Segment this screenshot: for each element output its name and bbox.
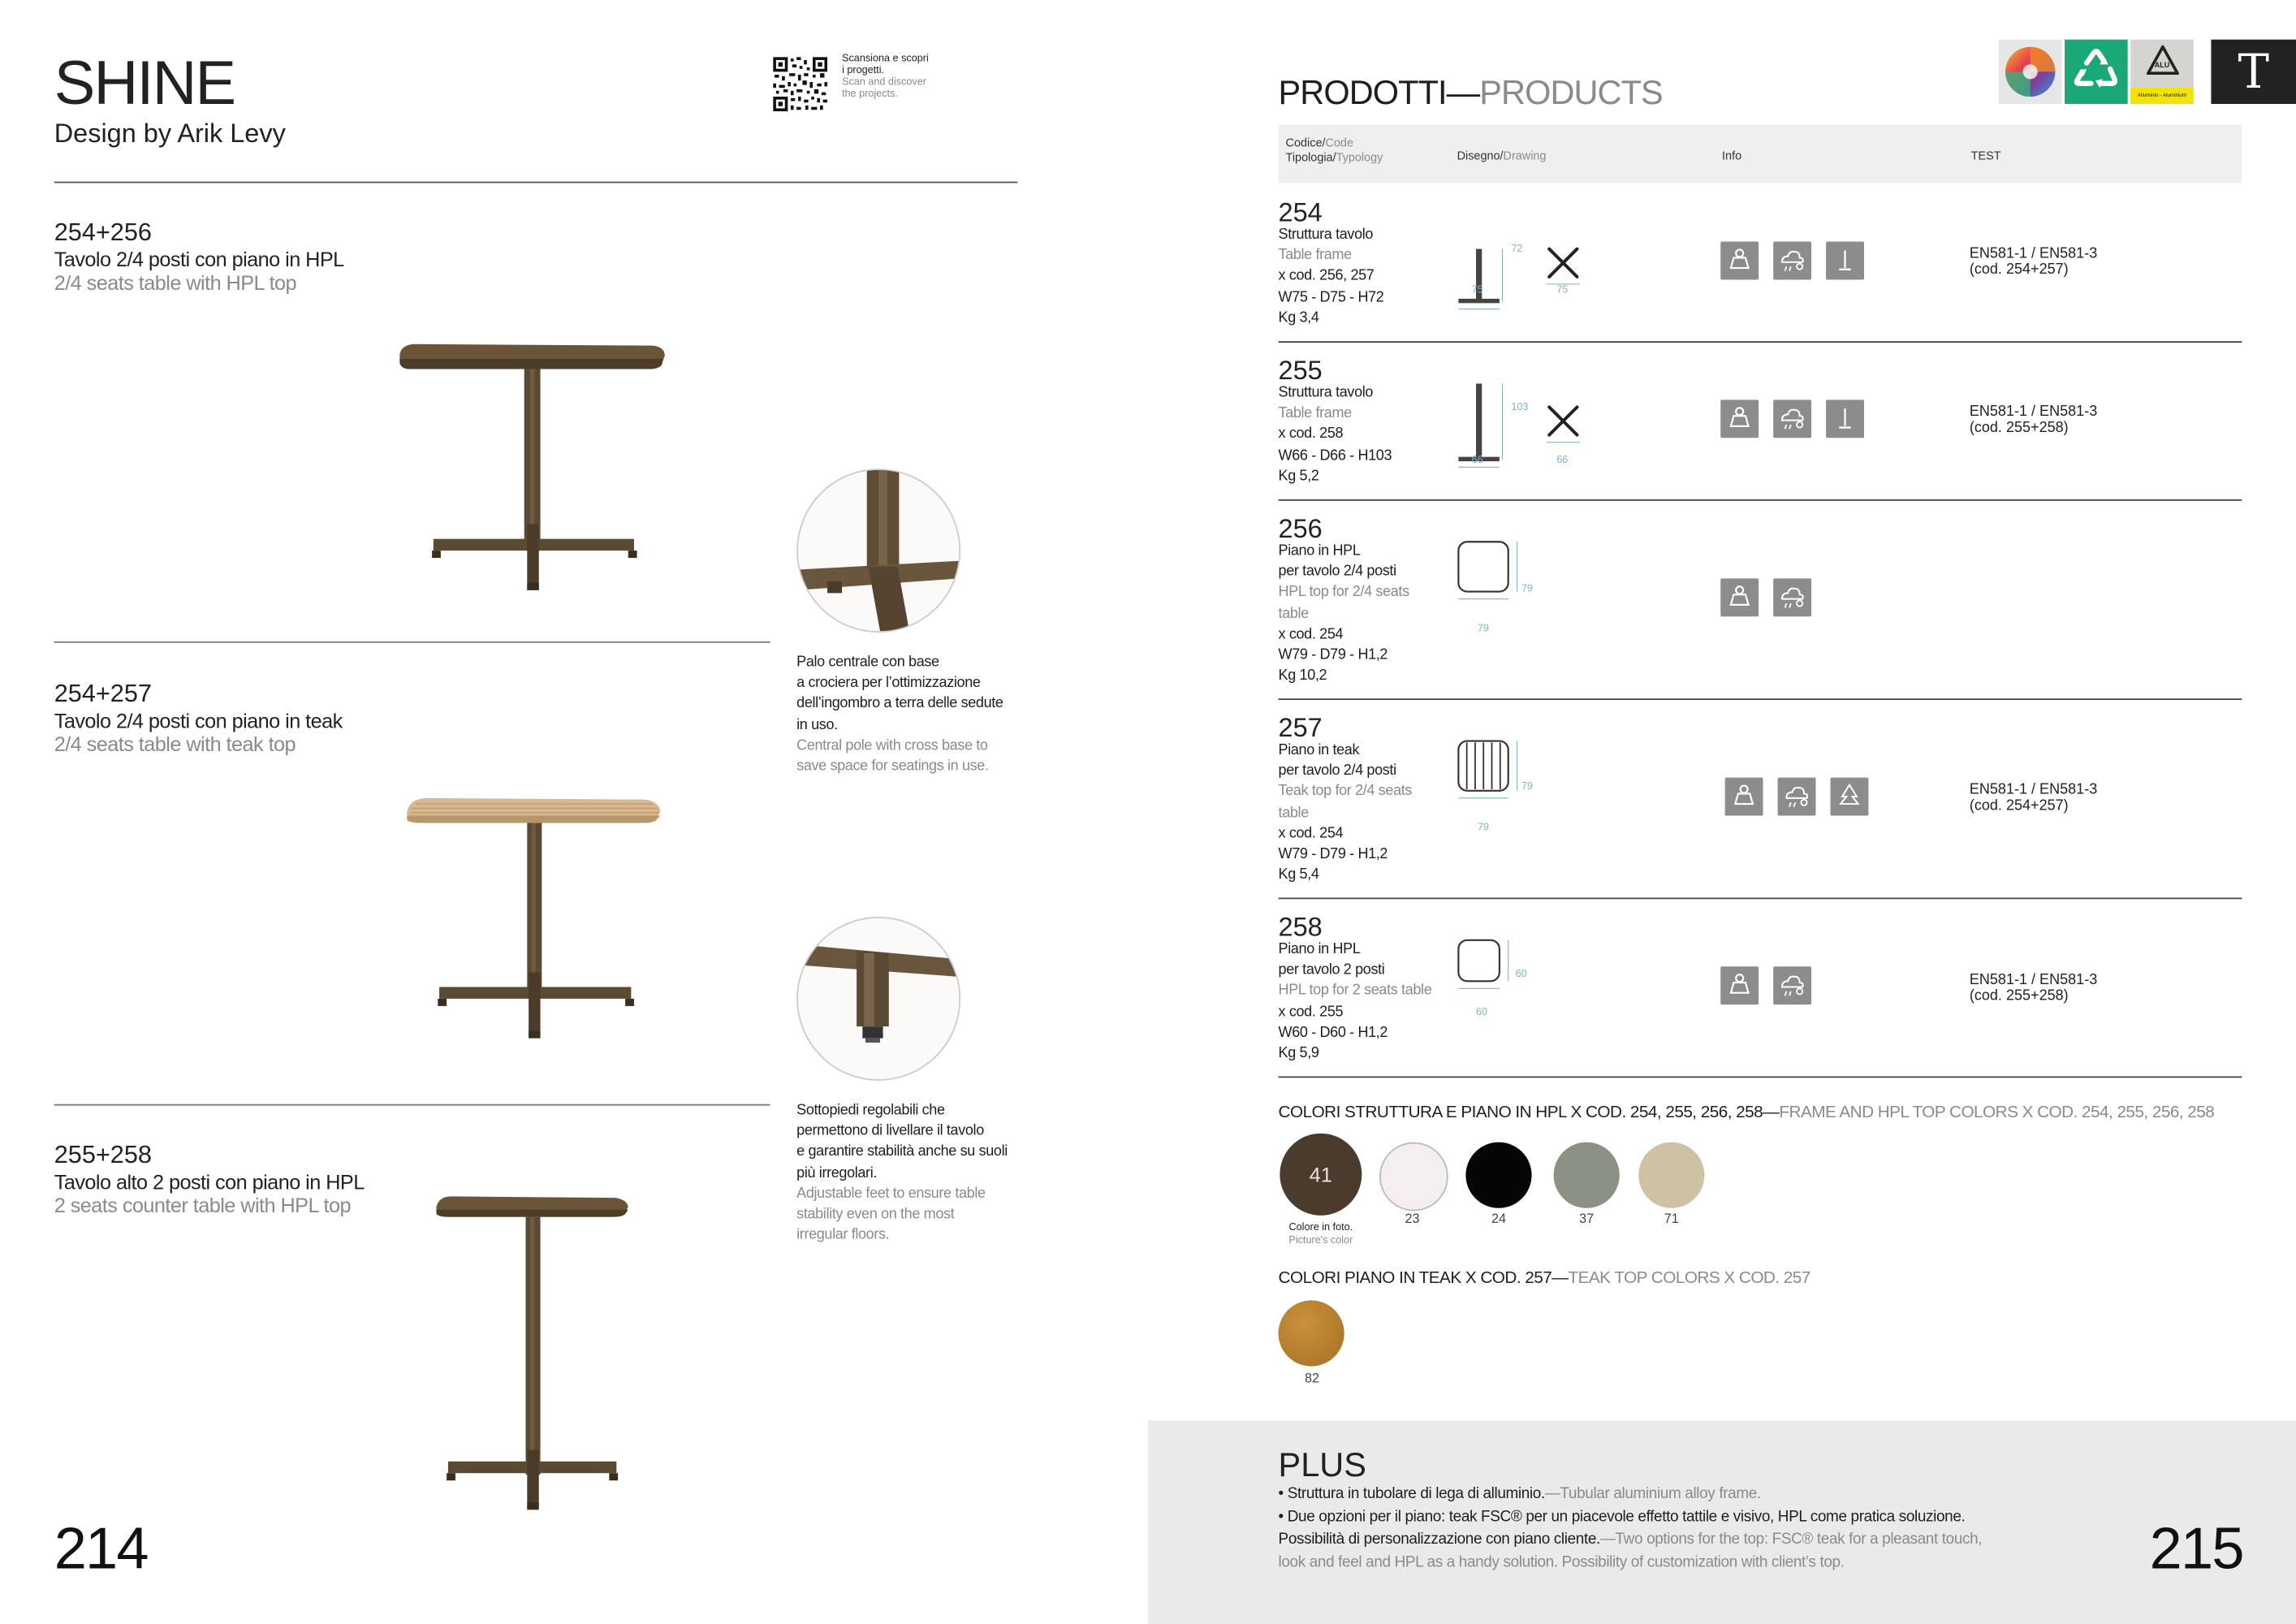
load-icon — [1729, 782, 1759, 811]
title-separator: — — [1552, 1269, 1569, 1288]
divider — [54, 641, 770, 643]
row-separator — [1279, 1076, 2242, 1078]
test-line: (cod. 254+257) — [1969, 797, 2069, 814]
test-line: EN581-1 / EN581-3 — [1969, 782, 2098, 798]
dimension-label: 79 — [1521, 782, 1534, 793]
header-drawing-en: Drawing — [1503, 149, 1547, 163]
photo-color-note — [1277, 1223, 1365, 1248]
dimension-label: 75 — [1556, 285, 1569, 296]
dimension-label: 60 — [1476, 1007, 1488, 1018]
note-line: permettono di livellare il tavolo — [796, 1123, 984, 1140]
recycle-icon — [2065, 40, 2128, 104]
dimension-label: 72 — [1511, 244, 1523, 255]
header-typology-en: Typology — [1336, 150, 1383, 164]
product-description-line: Kg 5,9 — [1278, 1045, 1319, 1062]
color-swatch-24[interactable] — [1465, 1142, 1531, 1208]
product-description-line: W79 - D79 - H1,2 — [1278, 647, 1388, 663]
section-title-it: Tavolo alto 2 posti con piano in HPL — [54, 1169, 365, 1194]
product-description — [1279, 226, 1454, 330]
product-description-line: Struttura tavolo — [1278, 385, 1374, 402]
note-line: Central pole with cross base to — [796, 737, 988, 754]
load-info-badge — [1720, 966, 1759, 1004]
table-255-258-image — [430, 1189, 636, 1517]
product-test-standard — [1970, 404, 2097, 437]
product-description-line: W66 - D66 - H103 — [1278, 447, 1392, 464]
weather-info-badge — [1773, 400, 1811, 438]
teak-colors-heading — [1279, 1270, 1810, 1288]
row-separator — [1279, 698, 2242, 700]
note-adjustable-feet — [796, 1101, 1008, 1246]
qr-caption-en-1: Scan and discover — [842, 77, 926, 89]
designer-credit: Design by Arik Levy — [54, 119, 286, 149]
product-code: 257 — [1278, 713, 1323, 743]
product-description-line: Piano in HPL — [1278, 941, 1361, 958]
test-line: EN581-1 / EN581-3 — [1969, 972, 2098, 989]
color-swatch-37[interactable] — [1554, 1142, 1620, 1208]
header-typology-it: Tipologia/ — [1285, 150, 1336, 164]
hpl-colors-title-it: COLORI STRUTTURA E PIANO IN HPL X COD. 254, 255, 256, 258 — [1278, 1104, 1763, 1122]
divider — [54, 1104, 770, 1106]
note-cross-base — [796, 653, 1003, 778]
products-title — [1279, 73, 1663, 113]
product-description-line: per tavolo 2/4 posti — [1278, 762, 1396, 780]
weather-info-badge — [1773, 578, 1811, 616]
dimension-label: 79 — [1477, 624, 1489, 634]
swatch-code: 23 — [1405, 1211, 1420, 1226]
product-code: 256 — [1278, 513, 1323, 544]
aluminium-badge — [2130, 40, 2194, 104]
title-separator: — — [1446, 73, 1480, 112]
product-description-line: x cod. 254 — [1278, 626, 1344, 643]
note-line: e garantire stabilità anche su suoli — [796, 1144, 1008, 1161]
teak-colors-title-it: COLORI PIANO IN TEAK X COD. 257 — [1278, 1269, 1552, 1288]
dimension-label: 103 — [1511, 402, 1529, 413]
product-description-line: table — [1278, 605, 1309, 622]
height-info-badge — [1826, 400, 1864, 438]
row-separator — [1279, 897, 2242, 899]
product-description-line: x cod. 256, 257 — [1278, 268, 1375, 285]
products-title-en: PRODUCTS — [1479, 73, 1663, 112]
product-description-line: Kg 3,4 — [1278, 309, 1319, 326]
section-title-it: Tavolo 2/4 posti con piano in HPL — [54, 247, 344, 271]
product-description-line: HPL top for 2 seats table — [1278, 983, 1432, 1000]
load-icon — [1725, 583, 1754, 612]
fsc-icon — [1835, 782, 1864, 811]
product-description — [1279, 383, 1454, 487]
row-separator — [1279, 499, 2242, 501]
test-line: (cod. 254+257) — [1969, 261, 2069, 279]
page-number-left: 214 — [54, 1517, 148, 1582]
product-description-line: W60 - D60 - H1,2 — [1278, 1025, 1388, 1041]
detail-cross-base — [796, 469, 960, 633]
alu-sublabel: Alluminio - Aluminium — [2130, 88, 2194, 104]
load-icon — [1725, 404, 1754, 434]
height-info-badge — [1826, 242, 1864, 280]
fsc-info-badge — [1831, 778, 1869, 816]
qr-caption-it-1: Scansiona e scopri — [842, 54, 929, 65]
product-code: 255 — [1278, 356, 1323, 386]
section-254-256 — [54, 218, 344, 295]
product-code: 258 — [1278, 912, 1323, 942]
section-title-it: Tavolo 2/4 posti con piano in teak — [54, 708, 343, 732]
weather-info-badge — [1773, 966, 1811, 1004]
product-description — [1279, 542, 1454, 687]
hpl-colors-heading — [1279, 1104, 2215, 1122]
teak-colors-title-en: TEAK TOP COLORS X COD. 257 — [1568, 1269, 1810, 1288]
product-description-line: Kg 10,2 — [1278, 667, 1327, 685]
recycle-badge — [2065, 40, 2128, 104]
note-line: a crociera per l’ottimizzazione — [796, 675, 981, 692]
height-icon — [1831, 246, 1860, 275]
product-description-line: Teak top for 2/4 seats — [1278, 784, 1413, 801]
section-title-en: 2 seats counter table with HPL top — [54, 1193, 351, 1217]
qr-code-icon[interactable] — [771, 56, 828, 113]
dimension-label: 79 — [1477, 823, 1489, 834]
dimension-label: 75 — [1471, 285, 1483, 296]
weather-icon — [1782, 782, 1811, 811]
detail-adjustable-feet — [796, 917, 960, 1081]
t-badge: T — [2211, 40, 2296, 104]
product-description — [1279, 741, 1454, 887]
plus-line: • Struttura in tubolare di lega di alluminio. — [1278, 1484, 1545, 1503]
weather-icon — [1778, 246, 1807, 275]
weather-info-badge — [1773, 242, 1811, 280]
product-description-line: per tavolo 2 posti — [1278, 962, 1385, 979]
drawing-lines — [1450, 935, 1596, 1037]
color-wheel-badge — [1999, 40, 2062, 104]
header-info: Info — [1722, 149, 1742, 163]
technical-drawing — [1450, 220, 1596, 322]
weather-icon — [1778, 971, 1807, 1000]
color-swatch-71[interactable] — [1638, 1142, 1704, 1208]
table-254-257-image — [401, 791, 667, 1043]
product-test-standard — [1970, 972, 2097, 1004]
note-line: Adjustable feet to ensure table — [796, 1186, 986, 1203]
weather-icon — [1778, 583, 1807, 612]
photo-note-en: Picture's color — [1288, 1235, 1353, 1246]
section-255-258 — [54, 1141, 365, 1217]
technical-drawing — [1450, 935, 1596, 1037]
product-description-line: Kg 5,4 — [1278, 867, 1319, 883]
product-description-line: x cod. 254 — [1278, 825, 1344, 842]
products-title-it: PRODOTTI — [1278, 73, 1447, 112]
qr-caption-en-2: the projects. — [842, 89, 898, 100]
swatch-code: 71 — [1664, 1211, 1679, 1226]
section-title-en: 2/4 seats table with teak top — [54, 732, 296, 756]
product-description-line: Struttura tavolo — [1278, 227, 1374, 244]
section-254-257 — [54, 680, 343, 756]
test-line: EN581-1 / EN581-3 — [1969, 245, 2098, 262]
product-description-line: Table frame — [1278, 405, 1352, 422]
photo-note-it: Colore in foto. — [1288, 1222, 1353, 1233]
product-description-line: HPL top for 2/4 seats — [1278, 585, 1409, 602]
alu-label: ALU — [2154, 61, 2170, 71]
section-code: 254+256 — [54, 218, 152, 246]
dimension-label: 60 — [1515, 969, 1527, 980]
header-code — [1286, 136, 1383, 166]
product-description-line: Table frame — [1278, 248, 1352, 264]
section-title-en: 2/4 seats table with HPL top — [54, 270, 297, 295]
product-description-line: Piano in teak — [1278, 742, 1360, 759]
product-test-standard — [1970, 246, 2097, 279]
header-drawing-it: Disegno/ — [1457, 149, 1504, 163]
note-line: Palo centrale con base — [796, 654, 939, 671]
height-icon — [1831, 404, 1860, 434]
product-code: 254 — [1278, 197, 1323, 227]
header-test: TEST — [1970, 149, 2001, 163]
row-separator — [1279, 341, 2242, 343]
product-description-line: Piano in HPL — [1278, 543, 1361, 559]
product-description-line: W75 - D75 - H72 — [1278, 289, 1384, 306]
product-test-standard — [1970, 782, 2097, 814]
product-description-line: table — [1278, 805, 1309, 822]
plus-title: PLUS — [1278, 1445, 1366, 1484]
load-info-badge — [1720, 400, 1759, 438]
drawing-lines — [1450, 220, 1596, 322]
load-info-badge — [1725, 778, 1763, 816]
page-number-right: 215 — [2149, 1517, 2243, 1582]
swatch-code: 41 — [1309, 1162, 1332, 1186]
note-line: più irregolari. — [796, 1164, 878, 1181]
title-separator: — — [1763, 1104, 1780, 1122]
color-swatch-82[interactable] — [1279, 1300, 1344, 1366]
note-line: Sottopiedi regolabili che — [796, 1102, 945, 1119]
plus-line: —Tubular aluminium alloy frame. — [1544, 1484, 1761, 1503]
product-description-line: per tavolo 2/4 posti — [1278, 564, 1396, 581]
color-wheel-icon — [1999, 40, 2062, 104]
plus-text — [1279, 1484, 2099, 1574]
product-description-line: x cod. 255 — [1278, 1004, 1344, 1021]
dimension-label: 79 — [1521, 584, 1534, 595]
product-description — [1279, 940, 1454, 1065]
qr-caption-it-2: i progetti. — [842, 66, 885, 76]
swatch-code: 82 — [1304, 1370, 1320, 1386]
hpl-colors-title-en: FRAME AND HPL TOP COLORS X COD. 254, 255, 256, 258 — [1779, 1104, 2215, 1122]
test-line: (cod. 255+258) — [1969, 988, 2069, 1005]
product-description-line: x cod. 258 — [1278, 426, 1344, 443]
color-swatch-23[interactable] — [1379, 1142, 1448, 1212]
divider — [54, 182, 1018, 184]
load-icon — [1725, 971, 1754, 1000]
plus-line: look and feel and HPL as a handy solution. Possibility of customization with client’s top. — [1278, 1553, 1845, 1571]
note-line: in uso. — [796, 716, 838, 733]
product-description-line: W79 - D79 - H1,2 — [1278, 846, 1388, 863]
products-table-header — [1279, 124, 2242, 183]
note-line: dell’ingombro a terra delle sedute — [796, 696, 1003, 713]
plus-line: Possibilità di personalizzazione con piano cliente. — [1278, 1530, 1600, 1548]
dimension-label: 66 — [1471, 455, 1483, 466]
dimension-label: 66 — [1556, 455, 1569, 466]
plus-line: • Due opzioni per il piano: teak FSC® per un piacevole effetto tattile e visivo, HPL come pratica soluzione. — [1278, 1507, 1966, 1526]
load-icon — [1725, 246, 1754, 275]
load-info-badge — [1720, 242, 1759, 280]
header-drawing — [1457, 149, 1547, 162]
header-code-en: Code — [1325, 136, 1353, 149]
note-line: stability even on the most — [796, 1207, 955, 1223]
load-info-badge — [1720, 578, 1759, 616]
plus-line: —Two options for the top: FSC® teak for a pleasant touch, — [1599, 1530, 1983, 1548]
header-code-it: Codice/ — [1285, 136, 1326, 149]
product-description-line: Kg 5,2 — [1278, 468, 1319, 485]
section-code: 254+257 — [54, 679, 152, 708]
section-code: 255+258 — [54, 1140, 152, 1169]
note-line: irregular floors. — [796, 1227, 890, 1244]
swatch-code: 24 — [1491, 1211, 1507, 1226]
note-line: save space for seatings in use. — [796, 758, 989, 775]
qr-caption — [842, 54, 929, 102]
collection-title: SHINE — [54, 48, 235, 118]
swatch-code: 37 — [1579, 1211, 1595, 1226]
test-line: (cod. 255+258) — [1969, 420, 2069, 437]
weather-info-badge — [1778, 778, 1816, 816]
test-line: EN581-1 / EN581-3 — [1969, 404, 2098, 421]
weather-icon — [1778, 404, 1807, 434]
table-254-256-image — [392, 334, 671, 594]
